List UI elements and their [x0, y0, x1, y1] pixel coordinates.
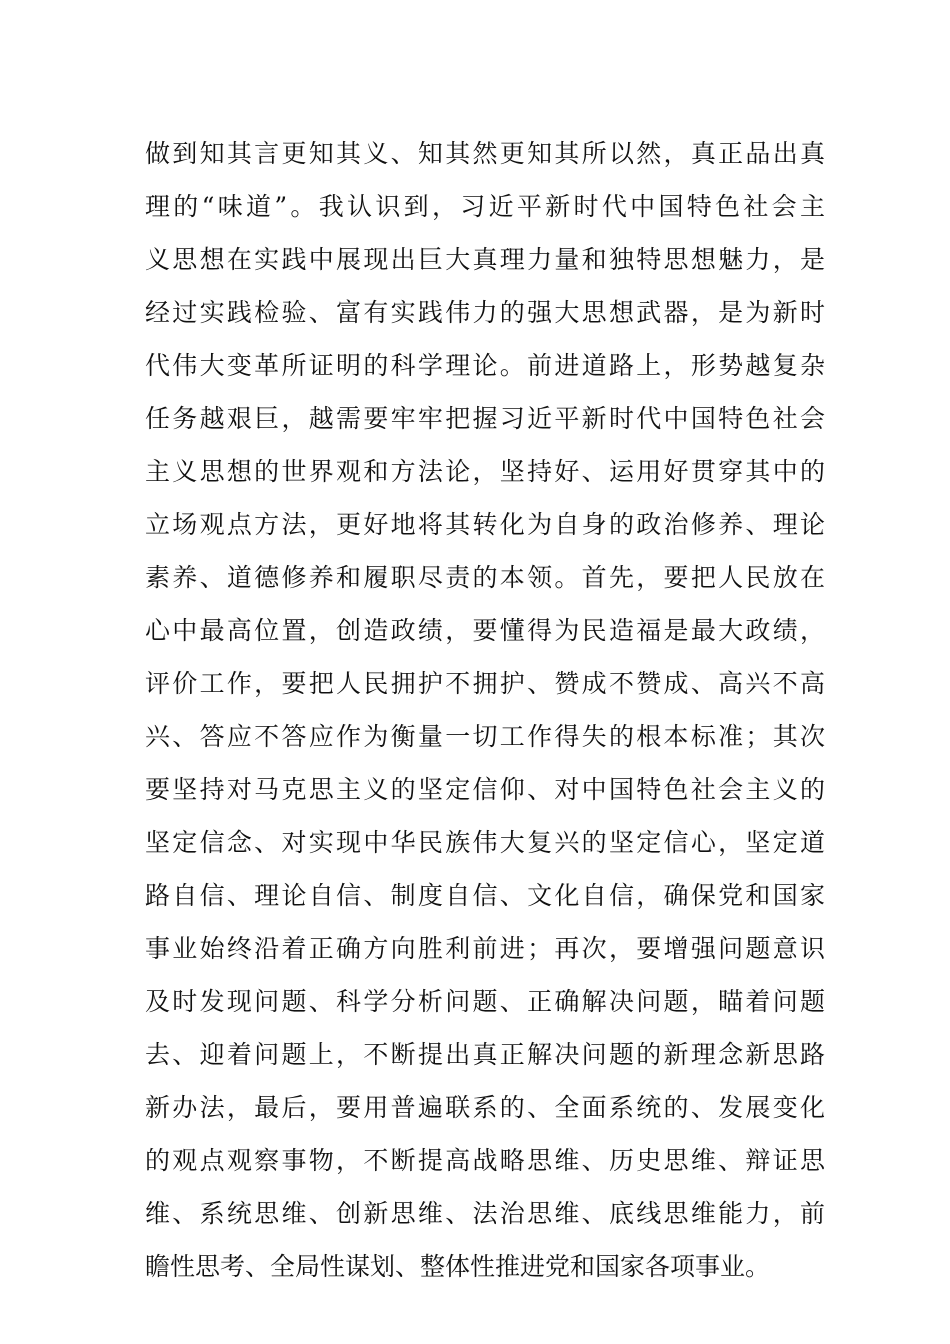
text-line: 要坚持对马克思主义的坚定信仰、对中国特色社会主义的: [145, 775, 825, 804]
text-line: 及时发现问题、科学分析问题、正确解决问题，瞄着问题: [145, 987, 825, 1016]
text-line: 经过实践检验、富有实践伟力的强大思想武器，是为新时: [145, 298, 825, 327]
text-line: 心中最高位置，创造政绩，要懂得为民造福是最大政绩，: [145, 616, 825, 645]
text-line: 路自信、理论自信、制度自信、文化自信，确保党和国家: [145, 881, 825, 910]
text-line: 坚定信念、对实现中华民族伟大复兴的坚定信心，坚定道: [145, 828, 825, 857]
text-line: 代伟大变革所证明的科学理论。前进道路上，形势越复杂: [145, 351, 825, 380]
text-line: 事业始终沿着正确方向胜利前进；再次，要增强问题意识: [145, 934, 825, 963]
text-line: 瞻性思考、全局性谋划、整体性推进党和国家各项事业。: [145, 1252, 771, 1281]
body-paragraph: [145, 127, 825, 1293]
text-line: 理的“味道”。我认识到，习近平新时代中国特色社会主: [145, 192, 825, 221]
text-line: 维、系统思维、创新思维、法治思维、底线思维能力，前: [145, 1199, 825, 1228]
text-line: 义思想在实践中展现出巨大真理力量和独特思想魅力，是: [145, 245, 825, 274]
text-line: 的观点观察事物，不断提高战略思维、历史思维、辩证思: [145, 1146, 825, 1175]
text-line: 主义思想的世界观和方法论，坚持好、运用好贯穿其中的: [145, 457, 825, 486]
text-line: 素养、道德修养和履职尽责的本领。首先，要把人民放在: [145, 563, 825, 592]
text-line: 立场观点方法，更好地将其转化为自身的政治修养、理论: [145, 510, 825, 539]
text-line: 兴、答应不答应作为衡量一切工作得失的根本标准；其次: [145, 722, 825, 751]
text-line: 做到知其言更知其义、知其然更知其所以然，真正品出真: [145, 139, 825, 168]
text-line: 新办法，最后，要用普遍联系的、全面系统的、发展变化: [145, 1093, 825, 1122]
text-line: 任务越艰巨，越需要牢牢把握习近平新时代中国特色社会: [145, 404, 825, 433]
text-line: 评价工作，要把人民拥护不拥护、赞成不赞成、高兴不高: [145, 669, 825, 698]
text-line: 去、迎着问题上，不断提出真正解决问题的新理念新思路: [145, 1040, 825, 1069]
